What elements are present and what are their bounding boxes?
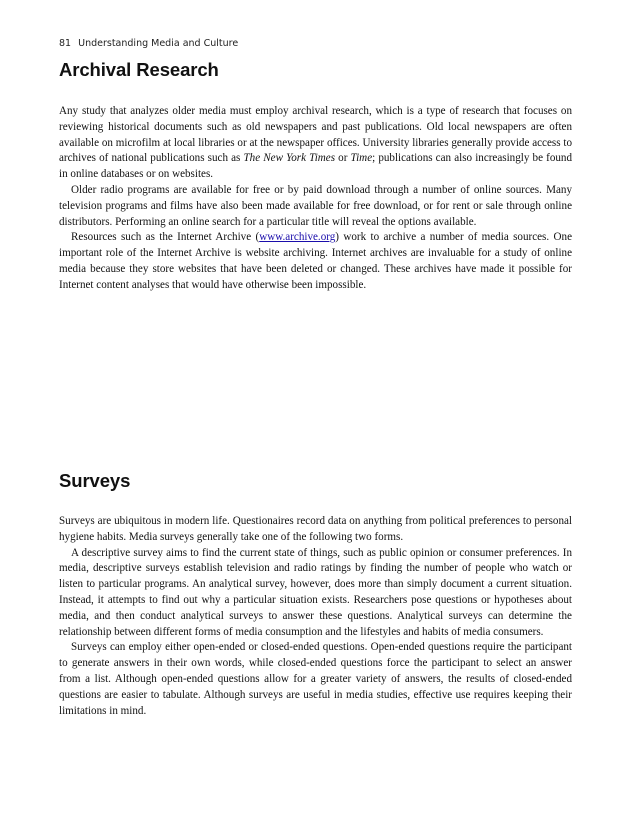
surveys-body: [59, 514, 572, 719]
book-title: Understanding Media and Culture: [78, 38, 239, 49]
archival-paragraph-3: [59, 230, 572, 293]
archival-paragraph-2: Older radio programs are available for free or by paid download through a number of online sources. Many television programs and films have also been made available for free download, or for rent or sale through online distributors. Performing an online search for a particular title will reveal the options available.: [59, 183, 572, 228]
archival-p1-text-b: or: [335, 152, 351, 165]
archive-org-link[interactable]: www.archive.org: [259, 231, 336, 244]
surveys-paragraph-2: A descriptive survey aims to find the current state of things, such as public opinion or consumer preferences. In media, descriptive surveys establish television and radio ratings by finding the number of people who watch or listen to particular programs. An analytical survey, however, does more than simply document a current situation. Instead, it attempts to find out why a particular situation exists. Researchers pose questions or hypotheses about media, and then conduct analytical surveys to answer these questions. Analytical surveys can determine the relationship between different forms of media consumption and the lifestyles and habits of media consumers.: [59, 546, 572, 638]
page-number: 81: [59, 38, 72, 49]
archival-p1-time-title: Time: [350, 152, 373, 165]
surveys-paragraph-3: Surveys can employ either open-ended or closed-ended questions. Open-ended questions require the participant to generate answers in their own words, while closed-ended questions force the participant to select an answer from a list. Although open-ended questions allow for a greater variety of answers, the results of closed-ended questions are easier to tabulate. Although surveys are useful in media studies, effective use requires keeping their limitations in mind.: [59, 641, 572, 717]
archival-p3-text-a: Resources such as the Internet Archive (: [71, 231, 260, 244]
archival-p3-text-b: ) work to archive a number of media sources. One important role of the Internet Archive is website archiving. Internet archives are invaluable for a study of online media because they store websites that have been deleted or changed. These archives have made it possible for Internet content analyses that would have otherwise been impossible.: [59, 231, 572, 291]
surveys-paragraph-1: Surveys are ubiquitous in modern life. Questionaires record data on anything from political preferences to personal hygiene habits. Media surveys generally take one of the following two forms.: [59, 515, 572, 543]
surveys-heading: Surveys: [59, 470, 131, 491]
archival-p1-text-c: ; publications can also increasingly be found in online databases or on websites.: [59, 152, 573, 181]
archival-research-heading: Archival Research: [59, 59, 219, 80]
archival-p1-text-a: Any study that analyzes older media must employ archival research, which is a type of research that focuses on reviewing historical documents such as old newspapers and past publications. Old local newspapers are often available on microfilm at local libraries or at the newspaper offices. University libraries generally provide access to archives of national publications such as: [59, 105, 572, 165]
archival-paragraph-1: [59, 104, 572, 183]
running-header: [59, 38, 238, 49]
archival-p1-nyt-title: The New York Times: [243, 152, 336, 165]
archival-research-body: [59, 104, 572, 294]
